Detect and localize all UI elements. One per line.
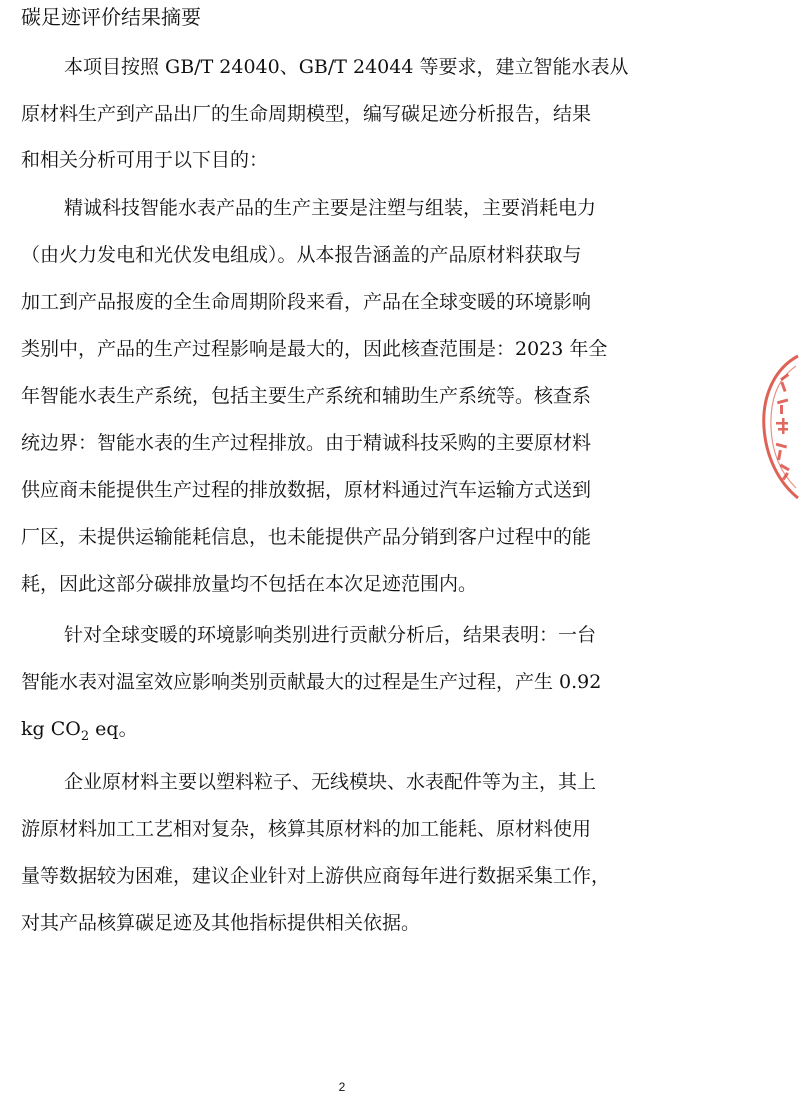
red-seal-stamp — [758, 352, 800, 502]
paragraph-4-line-2: 游原材料加工工艺相对复杂，核算其原材料的加工能耗、原材料使用 — [21, 818, 592, 840]
page-number: 2 — [338, 1080, 346, 1094]
paragraph-2-line-1: 精诚科技智能水表产品的生产主要是注塑与组装，主要消耗电力 — [64, 197, 597, 219]
paragraph-2-line-4: 类别中，产品的生产过程影响是最大的，因此核查范围是：2023 年全 — [21, 338, 608, 360]
paragraph-2-line-7: 供应商未能提供生产过程的排放数据，原材料通过汽车运输方式送到 — [21, 479, 592, 501]
paragraph-1-line-3: 和相关分析可用于以下目的： — [21, 149, 269, 171]
paragraph-2-line-8: 厂区，未提供运输能耗信息，也未能提供产品分销到客户过程中的能 — [21, 526, 592, 548]
paragraph-2-line-3: 加工到产品报废的全生命周期阶段来看，产品在全球变暖的环境影响 — [21, 291, 592, 313]
paragraph-4-line-1: 企业原材料主要以塑料粒子、无线模块、水表配件等为主，其上 — [64, 771, 597, 793]
paragraph-1-line-1: 本项目按照 GB/T 24040、GB/T 24044 等要求，建立智能水表从 — [64, 56, 629, 78]
paragraph-2-line-6: 统边界：智能水表的生产过程排放。由于精诚科技采购的主要原材料 — [21, 432, 592, 454]
section-title: 碳足迹评价结果摘要 — [21, 5, 201, 29]
formula-suffix: eq。 — [89, 718, 138, 740]
paragraph-3-line-1: 针对全球变暖的环境影响类别进行贡献分析后，结果表明：一台 — [64, 624, 597, 646]
paragraph-2-line-9: 耗，因此这部分碳排放量均不包括在本次足迹范围内。 — [21, 573, 478, 595]
formula-subscript: 2 — [80, 728, 90, 744]
paragraph-3-line-2: 智能水表对温室效应影响类别贡献最大的过程是生产过程，产生 0.92 — [21, 671, 602, 693]
paragraph-2-line-5: 年智能水表生产系统，包括主要生产系统和辅助生产系统等。核查系 — [21, 385, 592, 407]
paragraph-2-line-2: （由火力发电和光伏发电组成）。从本报告涵盖的产品原材料获取与 — [21, 244, 582, 266]
paragraph-4-line-3: 量等数据较为困难，建议企业针对上游供应商每年进行数据采集工作， — [21, 865, 611, 887]
paragraph-4-line-4: 对其产品核算碳足迹及其他指标提供相关依据。 — [21, 912, 421, 934]
formula-prefix: kg CO — [21, 718, 81, 740]
emission-formula — [21, 717, 138, 749]
paragraph-1-line-2: 原材料生产到产品出厂的生命周期模型，编写碳足迹分析报告，结果 — [21, 103, 592, 125]
